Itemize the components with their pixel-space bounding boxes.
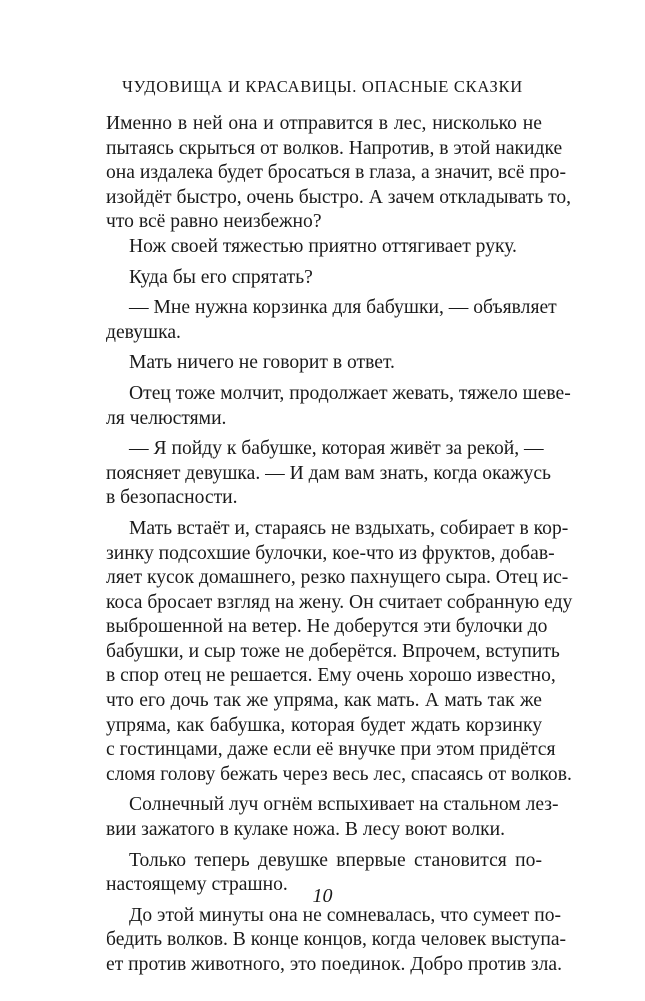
- text-line: в безопасности.: [106, 487, 238, 509]
- text-line: вии зажатого в кулаке ножа. В лесу воют волки.: [106, 819, 506, 841]
- text-line: она издалека будет бросаться в глаза, а значит, всё про-: [106, 162, 566, 184]
- text-line: коса бросает взгляд на жену. Он считает собранную еду: [106, 591, 573, 613]
- text-line: зинку подсохшие булочки, кое-что из фруктов, добав-: [106, 542, 555, 564]
- text-line: сломя голову бежать через весь лес, спасаясь от волков.: [106, 763, 572, 785]
- text-line: Именно в ней она и отправится в лес, нисколько не: [106, 113, 542, 134]
- text-line: изойдёт быстро, очень быстро. А зачем откладывать то,: [106, 186, 572, 208]
- text-line: настоящему страшно.: [106, 874, 288, 896]
- text-line: ля челюстями.: [106, 407, 227, 429]
- text-line: Мать встаёт и, стараясь не вздыхать, собирает в кор-: [129, 517, 569, 539]
- text-line: упряма, как бабушка, которая будет ждать корзинку: [106, 714, 542, 736]
- text-line: что его дочь так же упряма, как мать. А мать так же: [106, 690, 542, 712]
- text-line: выброшенной на ветер. Не доберутся эти булочки до: [106, 616, 548, 638]
- text-line: поясняет девушка. — И дам вам знать, когда окажусь: [106, 462, 551, 484]
- text-line: бедить волков. В конце концов, когда человек выступа-: [106, 929, 567, 951]
- text-line: в спор отец не решается. Ему очень хорошо известно,: [106, 665, 556, 687]
- running-header: ЧУДОВИЩА И КРАСАВИЦЫ. ОПАСНЫЕ СКАЗКИ: [122, 77, 523, 96]
- text-line: ляет кусок домашнего, резко пахнущего сыра. Отец ис-: [106, 567, 569, 589]
- text-line: — Мне нужна корзинка для бабушки, — объявляет: [129, 297, 557, 319]
- page-number: 10: [312, 885, 333, 907]
- text-line: пытаясь скрыться от волков. Напротив, в этой накидке: [106, 137, 563, 159]
- body-text: [106, 112, 573, 978]
- text-line: До этой минуты она не сомневалась, что сумеет по-: [129, 904, 562, 926]
- text-line: ет против животного, это поединок. Добро против зла.: [106, 954, 563, 975]
- text-line: девушка.: [106, 321, 181, 343]
- text-line: что всё равно неизбежно?: [106, 211, 322, 233]
- text-line: Только теперь девушке впервые становится по-: [129, 849, 542, 871]
- text-line: с гостинцами, даже если её внучке при этом придётся: [106, 739, 556, 761]
- text-line: Отец тоже молчит, продолжает жевать, тяжело шеве-: [129, 382, 571, 404]
- text-line: бабушки, и сыр тоже не доберётся. Впрочем, вступить: [106, 640, 560, 662]
- text-line: Куда бы его спрятать?: [129, 266, 313, 288]
- text-line: Солнечный луч огнём вспыхивает на стальном лез-: [129, 794, 559, 816]
- text-line: Нож своей тяжестью приятно оттягивает руку.: [129, 235, 517, 257]
- text-line: — Я пойду к бабушке, которая живёт за рекой, —: [129, 438, 544, 460]
- text-line: Мать ничего не говорит в ответ.: [129, 352, 395, 374]
